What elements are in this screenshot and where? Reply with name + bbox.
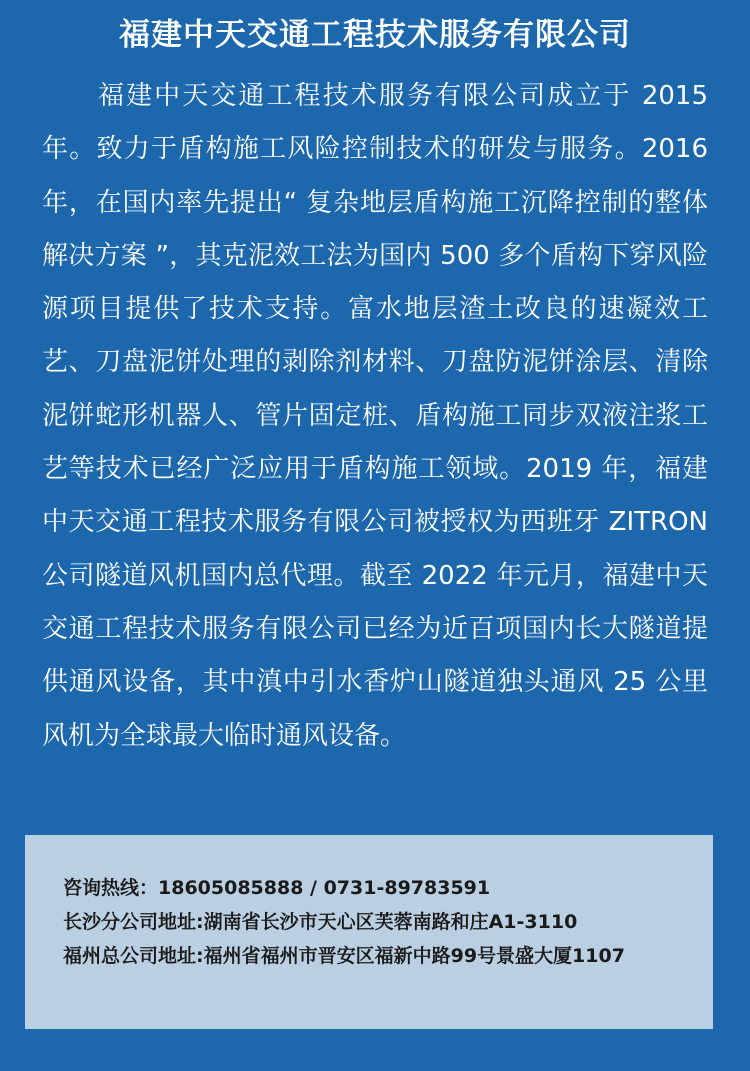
contact-info-panel — [25, 835, 713, 1029]
hotline-text: 咨询热线：18605085888 / 0731-89783591 — [63, 877, 491, 899]
fuzhou-address-text: 福州总公司地址:福州省福州市晋安区福新中路99号景盛大厦1107 — [63, 945, 625, 967]
page-title: 福建中天交通工程技术服务有限公司 — [119, 17, 631, 53]
changsha-address-text: 长沙分公司地址:湖南省长沙市天心区芙蓉南路和庄A1-3110 — [63, 911, 578, 933]
company-description: 福建中天交通工程技术服务有限公司成立于 2015 年。致力于盾构施工风险控制技术的研发与服务。2016 年，在国内率先提出“ 复杂地层盾构施工沉降控制的整体解决方案 ”，其克泥效工法为国内 500 多个盾构下穿风险源项目提供了技术支持。富水地层渣土改良的速凝效工艺、刀盘泥饼处理的剥除剂材料、刀盘防泥饼涂层、清除泥饼蛇形机器人、管片固定桩、盾构施工同步双液注浆工艺等技术已经广泛应用于盾构施工领域。2019 年，福建中天交通工程技术服务有限公司被授权为西班牙 ZITRON 公司隧道风机国内总代理。截至 2022 年元月，福建中天交通工程技术服务有限公司已经为近百项国内长大隧道提供通风设备，其中滇中引水香炉山隧道独头通风 25 公里风机为全球最大临时通风设备。 — [42, 81, 708, 751]
